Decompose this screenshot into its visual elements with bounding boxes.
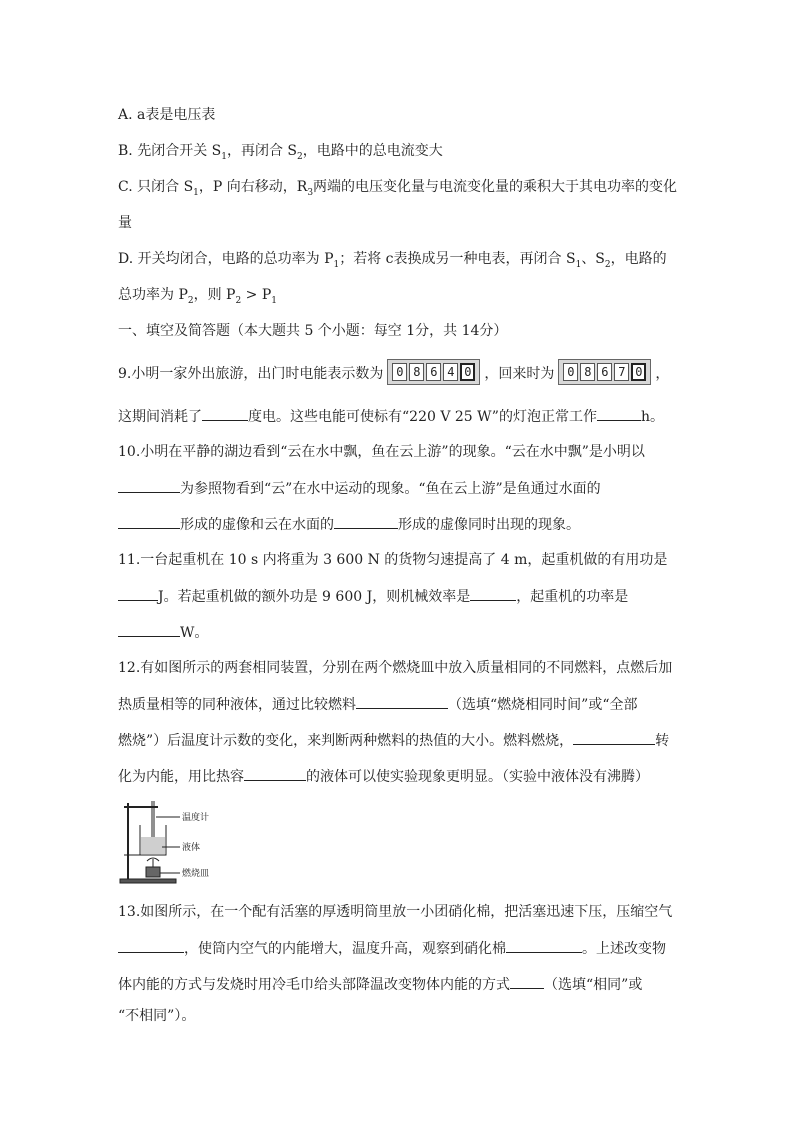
fig-label-liquid: 液体	[182, 843, 201, 853]
answer-blank[interactable]	[470, 586, 516, 601]
fig-label-thermometer: 温度计	[182, 813, 210, 823]
question-9-cont: 这期间消耗了 度电。这些电能可使标有“220 V 25 W”的灯泡正常工作 h。	[118, 406, 664, 427]
question-9: 9.小明一家外出旅游，出门时电能表示数为 0 8 6 4 0 ，回来时为 0 8 6 7 0 ，	[118, 361, 669, 387]
option-d: D. 开关均闭合，电路的总功率为 $P_1$；若将 c表换成另一种电表，再闭合 $S_1$、$S_2$，电路的	[118, 251, 667, 270]
option-d-cont: 总功率为 $P_2$，则 $P_2 > P_1$	[118, 287, 278, 306]
answer-blank[interactable]	[506, 938, 582, 953]
option-a: A. a表是电压表	[118, 107, 216, 123]
meter-start-display: 0 8 6 4 0	[387, 359, 480, 385]
option-b: B. 先闭合开关 $S_1$，再闭合 $S_2$，电路中的总电流变大	[118, 143, 443, 162]
question-12-cont2: 燃烧”）后温度计示数的变化，来判断两种燃料的热值的大小。燃料燃烧， 转	[118, 730, 669, 751]
answer-blank[interactable]	[118, 514, 180, 529]
fig-label-burner-dish: 燃烧皿	[182, 869, 210, 879]
answer-blank[interactable]	[244, 766, 306, 781]
meter-end-display: 0 8 6 7 0	[558, 359, 651, 385]
question-12-cont3: 化为内能，用比热容 的液体可以使实验现象更明显。（实验中液体没有沸腾）	[118, 766, 649, 787]
question-11-cont: J。若起重机做的额外功是 9 600 J，则机械效率是 ，起重机的功率是	[118, 586, 628, 607]
question-10-cont2: 形成的虚像和云在水面的 形成的虚像同时出现的现象。	[118, 514, 580, 535]
question-12: 12.有如图所示的两套相同装置，分别在两个燃烧皿中放入质量相同的不同燃料，点燃后加	[118, 660, 673, 676]
answer-blank[interactable]	[118, 622, 180, 637]
answer-blank[interactable]	[202, 406, 248, 421]
answer-blank[interactable]	[118, 586, 158, 601]
question-10: 10.小明在平静的湖边看到“云在水中飘，鱼在云上游”的现象。“云在水中飘”是小明以	[118, 444, 645, 460]
question-13-cont2: 体内能的方式与发烧时用冷毛巾给头部降温改变物体内能的方式 （选填“相同”或	[118, 974, 642, 995]
answer-blank[interactable]	[597, 406, 641, 421]
section-heading: 一、填空及简答题（本大题共 5 个小题：每空 1分，共 14分）	[118, 323, 508, 339]
question-13-cont: ，使筒内空气的内能增大，温度升高，观察到硝化棉 。上述改变物	[118, 938, 666, 959]
answer-blank[interactable]	[118, 478, 180, 493]
answer-blank[interactable]	[334, 514, 398, 529]
option-c-cont: 量	[118, 215, 132, 231]
answer-blank[interactable]	[356, 694, 448, 709]
answer-blank[interactable]	[118, 938, 184, 953]
question-11-cont2: W。	[118, 622, 208, 643]
burner-apparatus-figure	[118, 797, 248, 887]
question-10-cont: 为参照物看到“云”在水中运动的现象。“鱼在云上游”是鱼通过水面的	[118, 478, 601, 499]
answer-blank[interactable]	[573, 730, 655, 745]
question-12-cont: 热质量相等的同种液体，通过比较燃料 （选填“燃烧相同时间”或“全部	[118, 694, 637, 715]
question-11: 11.一台起重机在 10 s 内将重为 3 600 N 的货物匀速提高了 4 m，起重机做的有用功是	[118, 552, 668, 568]
answer-blank[interactable]	[510, 974, 544, 989]
question-13: 13.如图所示，在一个配有活塞的厚透明筒里放一小团硝化棉，把活塞迅速下压，压缩空气	[118, 904, 673, 920]
question-13-cont3: “不相同”）。	[118, 1008, 196, 1024]
option-c: C. 只闭合 $S_1$，P 向右移动，$R_3$两端的电压变化量与电流变化量的乘积大于其电功率的变化	[118, 179, 678, 198]
